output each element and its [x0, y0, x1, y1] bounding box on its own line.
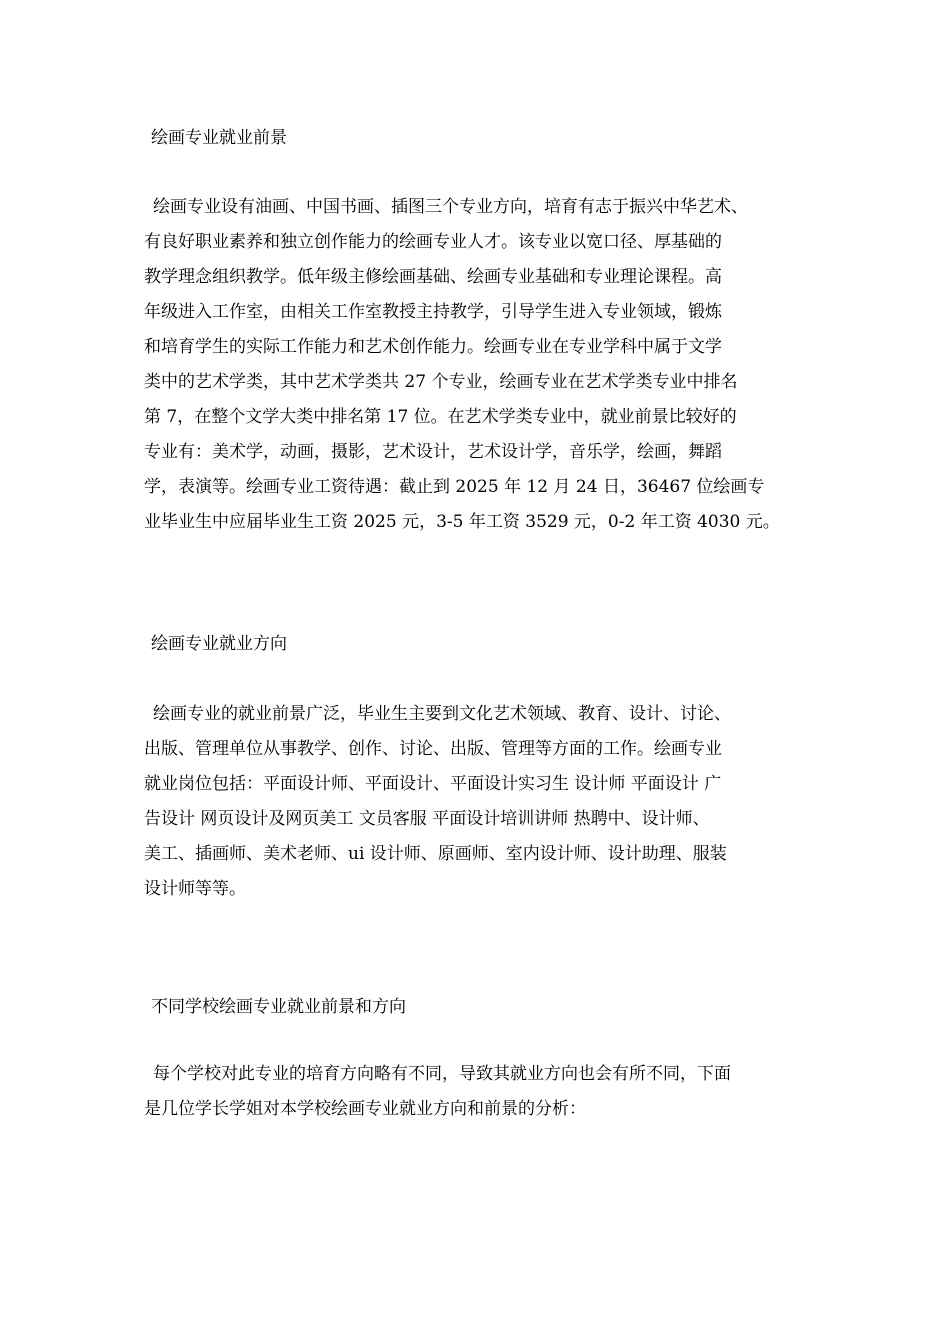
- paragraph-line: 设计师等等。: [144, 879, 246, 899]
- paragraph-line: 是几位学长学姐对本学校绘画专业就业方向和前景的分析：: [144, 1099, 586, 1119]
- section-title-school-comparison: 不同学校绘画专业就业前景和方向: [151, 997, 406, 1017]
- paragraph-line: 就业岗位包括：平面设计师、平面设计、平面设计实习生 设计师 平面设计 广: [144, 774, 722, 794]
- section-title-employment-prospects: 绘画专业就业前景: [151, 128, 287, 148]
- paragraph-line: 绘画专业设有油画、中国书画、插图三个专业方向，培育有志于振兴中华艺术、: [153, 197, 748, 217]
- paragraph-line: 第 7，在整个文学大类中排名第 17 位。在艺术学类专业中，就业前景比较好的: [144, 407, 737, 427]
- paragraph-line: 专业有：美术学，动画，摄影，艺术设计，艺术设计学，音乐学，绘画，舞蹈: [144, 442, 722, 462]
- paragraph-line: 出版、管理单位从事教学、创作、讨论、出版、管理等方面的工作。绘画专业: [144, 739, 722, 759]
- paragraph-school-comparison: [144, 1057, 824, 1127]
- paragraph-line: 告设计 网页设计及网页美工 文员客服 平面设计培训讲师 热聘中、设计师、: [144, 809, 710, 829]
- paragraph-line: 类中的艺术学类，其中艺术学类共 27 个专业，绘画专业在艺术学类专业中排名: [144, 372, 738, 392]
- paragraph-line: 教学理念组织教学。低年级主修绘画基础、绘画专业基础和专业理论课程。高: [144, 267, 722, 287]
- paragraph-line: 和培育学生的实际工作能力和艺术创作能力。绘画专业在专业学科中属于文学: [144, 337, 722, 357]
- paragraph-employment-directions: [144, 697, 824, 907]
- paragraph-employment-prospects: [144, 190, 824, 540]
- paragraph-line: 年级进入工作室，由相关工作室教授主持教学，引导学生进入专业领域，锻炼: [144, 302, 722, 322]
- paragraph-line: 学，表演等。绘画专业工资待遇：截止到 2025 年 12 月 24 日，36467 位绘画专: [144, 477, 765, 497]
- paragraph-line: 绘画专业的就业前景广泛，毕业生主要到文化艺术领域、教育、设计、讨论、: [153, 704, 731, 724]
- paragraph-line: 美工、插画师、美术老师、ui 设计师、原画师、室内设计师、设计助理、服装: [144, 844, 727, 864]
- paragraph-line: 每个学校对此专业的培育方向略有不同，导致其就业方向也会有所不同，下面: [153, 1064, 731, 1084]
- paragraph-line: 有良好职业素养和独立创作能力的绘画专业人才。该专业以宽口径、厚基础的: [144, 232, 722, 252]
- section-title-employment-directions: 绘画专业就业方向: [151, 634, 287, 654]
- paragraph-line: 业毕业生中应届毕业生工资 2025 元，3-5 年工资 3529 元，0-2 年工资 4030 元。: [144, 512, 780, 532]
